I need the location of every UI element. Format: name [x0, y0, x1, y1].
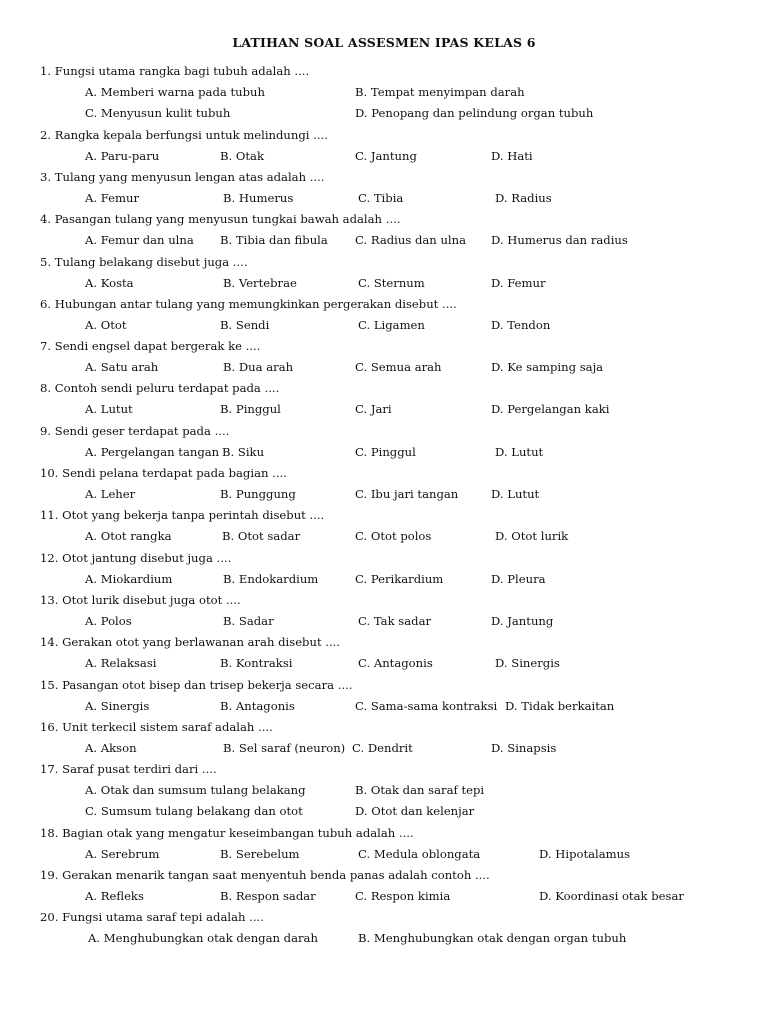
question-3: 3. Tulang yang menyusun lengan atas adalah ....	[40, 170, 325, 184]
question-2-option-d: D. Hati	[491, 149, 533, 163]
question-17-option-d: D. Otot dan kelenjar	[355, 804, 475, 818]
question-19-option-b: B. Respon sadar	[220, 889, 316, 903]
question-4-option-a: A. Femur dan ulna	[85, 233, 194, 247]
question-2-option-a: A. Paru-paru	[85, 149, 160, 163]
question-13-option-c: C. Tak sadar	[358, 614, 432, 628]
question-6-option-a: A. Otot	[85, 318, 127, 332]
question-16-option-b: B. Sel saraf (neuron)	[223, 741, 346, 755]
question-3-option-d: D. Radius	[495, 191, 552, 205]
question-4: 4. Pasangan tulang yang menyusun tungkai bawah adalah ....	[40, 212, 401, 226]
question-11: 11. Otot yang bekerja tanpa perintah disebut ....	[40, 508, 325, 522]
question-20-option-b: B. Menghubungkan otak dengan organ tubuh	[358, 931, 627, 945]
question-16-option-c: C. Dendrit	[352, 741, 413, 755]
question-18-option-a: A. Serebrum	[85, 847, 160, 861]
question-1-option-a: A. Memberi warna pada tubuh	[85, 85, 265, 99]
question-18-option-d: D. Hipotalamus	[539, 847, 631, 861]
question-7-option-c: C. Semua arah	[355, 360, 442, 374]
question-17-option-c: C. Sumsum tulang belakang dan otot	[85, 804, 303, 818]
question-1-option-d: D. Penopang dan pelindung organ tubuh	[355, 106, 594, 120]
question-4-option-c: C. Radius dan ulna	[355, 233, 467, 247]
question-9-option-c: C. Pinggul	[355, 445, 416, 459]
question-8-option-c: C. Jari	[355, 402, 392, 416]
question-4-option-b: B. Tibia dan fibula	[220, 233, 328, 247]
question-13-option-b: B. Sadar	[223, 614, 274, 628]
question-6-option-c: C. Ligamen	[358, 318, 425, 332]
question-12: 12. Otot jantung disebut juga ....	[40, 551, 232, 565]
question-9: 9. Sendi geser terdapat pada ....	[40, 424, 230, 438]
question-15-option-c: C. Sama-sama kontraksi	[355, 699, 498, 713]
question-19-option-a: A. Refleks	[85, 889, 144, 903]
question-2-option-b: B. Otak	[220, 149, 264, 163]
question-1-option-b: B. Tempat menyimpan darah	[355, 85, 525, 99]
question-20-option-a: A. Menghubungkan otak dengan darah	[88, 931, 318, 945]
question-20: 20. Fungsi utama saraf tepi adalah ....	[40, 910, 264, 924]
question-3-option-a: A. Femur	[85, 191, 140, 205]
question-4-option-d: D. Humerus dan radius	[491, 233, 628, 247]
question-7-option-d: D. Ke samping saja	[491, 360, 604, 374]
question-14-option-d: D. Sinergis	[495, 656, 560, 670]
question-16-option-d: D. Sinapsis	[491, 741, 557, 755]
question-11-option-c: C. Otot polos	[355, 529, 432, 543]
question-14-option-a: A. Relaksasi	[85, 656, 157, 670]
question-18: 18. Bagian otak yang mengatur keseimbangan tubuh adalah ....	[40, 826, 414, 840]
question-15-option-a: A. Sinergis	[85, 699, 150, 713]
question-19: 19. Gerakan menarik tangan saat menyentuh benda panas adalah contoh ....	[40, 868, 490, 882]
question-5-option-d: D. Femur	[491, 276, 546, 290]
question-1: 1. Fungsi utama rangka bagi tubuh adalah ....	[40, 64, 310, 78]
question-6-option-d: D. Tendon	[491, 318, 551, 332]
question-13-option-d: D. Jantung	[491, 614, 554, 628]
question-8: 8. Contoh sendi peluru terdapat pada ....	[40, 381, 280, 395]
question-19-option-c: C. Respon kimia	[355, 889, 451, 903]
question-6: 6. Hubungan antar tulang yang memungkinkan pergerakan disebut ....	[40, 297, 457, 311]
question-15: 15. Pasangan otot bisep dan trisep bekerja secara ....	[40, 678, 353, 692]
question-5-option-b: B. Vertebrae	[223, 276, 297, 290]
question-15-option-b: B. Antagonis	[220, 699, 295, 713]
question-16: 16. Unit terkecil sistem saraf adalah ....	[40, 720, 273, 734]
question-8-option-d: D. Pergelangan kaki	[491, 402, 610, 416]
question-2: 2. Rangka kepala berfungsi untuk melindungi ....	[40, 128, 328, 142]
question-14: 14. Gerakan otot yang berlawanan arah disebut ....	[40, 635, 341, 649]
question-5: 5. Tulang belakang disebut juga ....	[40, 255, 248, 269]
question-10-option-c: C. Ibu jari tangan	[355, 487, 459, 501]
question-17-option-b: B. Otak dan saraf tepi	[355, 783, 485, 797]
question-12-option-b: B. Endokardium	[223, 572, 319, 586]
question-12-option-d: D. Pleura	[491, 572, 546, 586]
question-11-option-d: D. Otot lurik	[495, 529, 569, 543]
question-12-option-c: C. Perikardium	[355, 572, 444, 586]
question-19-option-d: D. Koordinasi otak besar	[539, 889, 684, 903]
question-12-option-a: A. Miokardium	[85, 572, 173, 586]
question-13-option-a: A. Polos	[85, 614, 132, 628]
question-13: 13. Otot lurik disebut juga otot ....	[40, 593, 241, 607]
question-14-option-c: C. Antagonis	[358, 656, 433, 670]
question-10-option-d: D. Lutut	[491, 487, 540, 501]
question-3-option-c: C. Tibia	[358, 191, 404, 205]
question-11-option-b: B. Otot sadar	[222, 529, 301, 543]
question-10: 10. Sendi pelana terdapat pada bagian ....	[40, 466, 287, 480]
question-18-option-c: C. Medula oblongata	[358, 847, 481, 861]
question-9-option-b: B. Siku	[222, 445, 265, 459]
question-2-option-c: C. Jantung	[355, 149, 417, 163]
question-14-option-b: B. Kontraksi	[220, 656, 293, 670]
question-17-option-a: A. Otak dan sumsum tulang belakang	[85, 783, 306, 797]
question-5-option-a: A. Kosta	[85, 276, 134, 290]
question-8-option-b: B. Pinggul	[220, 402, 281, 416]
question-7: 7. Sendi engsel dapat bergerak ke ....	[40, 339, 261, 353]
question-16-option-a: A. Akson	[85, 741, 137, 755]
question-18-option-b: B. Serebelum	[220, 847, 300, 861]
question-6-option-b: B. Sendi	[220, 318, 270, 332]
question-7-option-a: A. Satu arah	[85, 360, 159, 374]
question-15-option-d: D. Tidak berkaitan	[505, 699, 615, 713]
question-8-option-a: A. Lutut	[85, 402, 133, 416]
question-9-option-d: D. Lutut	[495, 445, 544, 459]
question-5-option-c: C. Sternum	[358, 276, 425, 290]
question-11-option-a: A. Otot rangka	[85, 529, 172, 543]
question-17: 17. Saraf pusat terdiri dari ....	[40, 762, 217, 776]
question-3-option-b: B. Humerus	[223, 191, 294, 205]
question-7-option-b: B. Dua arah	[223, 360, 294, 374]
question-10-option-a: A. Leher	[85, 487, 136, 501]
question-1-option-c: C. Menyusun kulit tubuh	[85, 106, 231, 120]
page-title: LATIHAN SOAL ASSESMEN IPAS KELAS 6	[232, 35, 536, 50]
question-10-option-b: B. Punggung	[220, 487, 296, 501]
question-9-option-a: A. Pergelangan tangan	[85, 445, 220, 459]
